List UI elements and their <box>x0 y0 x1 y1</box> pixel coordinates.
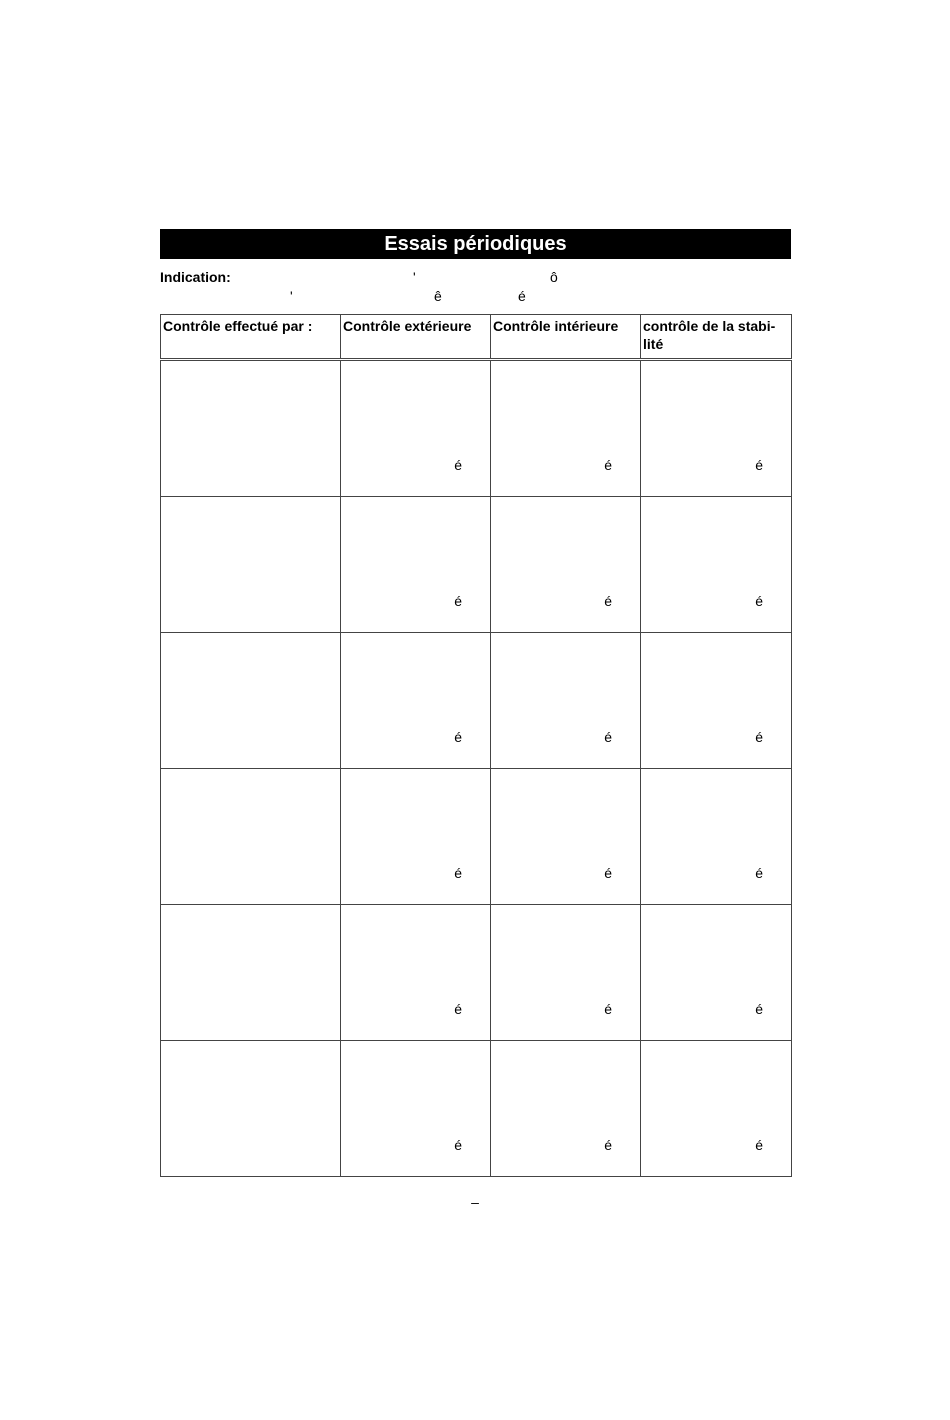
header-controlled-by: Contrôle effectué par : <box>161 315 341 359</box>
table-row <box>161 905 792 1041</box>
table-row <box>161 769 792 905</box>
cell-mark: é <box>755 593 763 609</box>
stability-cell[interactable] <box>641 1041 792 1177</box>
cell-mark: é <box>454 1001 462 1017</box>
control-table-header <box>160 314 792 359</box>
interior-cell[interactable] <box>491 905 641 1041</box>
stability-cell[interactable] <box>641 769 792 905</box>
header-exterior-check: Contrôle extérieure <box>341 315 491 359</box>
stability-cell[interactable] <box>641 361 792 497</box>
cell-mark: é <box>755 457 763 473</box>
header-row <box>161 315 792 359</box>
cell-mark: é <box>755 1137 763 1153</box>
page-number: – <box>471 1194 479 1210</box>
indication-fragment: ô <box>550 269 558 285</box>
interior-cell[interactable] <box>491 633 641 769</box>
indication-label: Indication: <box>160 269 231 285</box>
controller-cell[interactable] <box>161 633 341 769</box>
table-row <box>161 497 792 633</box>
table-row <box>161 633 792 769</box>
exterior-cell[interactable] <box>341 1041 491 1177</box>
cell-mark: é <box>755 865 763 881</box>
interior-cell[interactable] <box>491 361 641 497</box>
stability-cell[interactable] <box>641 497 792 633</box>
controller-cell[interactable] <box>161 1041 341 1177</box>
interior-cell[interactable] <box>491 769 641 905</box>
interior-cell[interactable] <box>491 1041 641 1177</box>
cell-mark: é <box>604 729 612 745</box>
cell-mark: é <box>454 457 462 473</box>
cell-mark: é <box>454 729 462 745</box>
exterior-cell[interactable] <box>341 633 491 769</box>
indication-fragment: é <box>518 288 526 304</box>
header-interior-check: Contrôle intérieure <box>491 315 641 359</box>
control-table-body <box>160 360 792 1177</box>
cell-mark: é <box>755 1001 763 1017</box>
table-row <box>161 361 792 497</box>
page-title: Essais périodiques <box>160 229 791 259</box>
indication-fragment: ' <box>290 288 293 304</box>
exterior-cell[interactable] <box>341 497 491 633</box>
cell-mark: é <box>604 457 612 473</box>
stability-cell[interactable] <box>641 633 792 769</box>
cell-mark: é <box>454 865 462 881</box>
cell-mark: é <box>755 729 763 745</box>
exterior-cell[interactable] <box>341 361 491 497</box>
cell-mark: é <box>604 1001 612 1017</box>
indication-fragment: ê <box>434 288 442 304</box>
table-row <box>161 1041 792 1177</box>
cell-mark: é <box>454 1137 462 1153</box>
exterior-cell[interactable] <box>341 769 491 905</box>
controller-cell[interactable] <box>161 905 341 1041</box>
stability-cell[interactable] <box>641 905 792 1041</box>
exterior-cell[interactable] <box>341 905 491 1041</box>
interior-cell[interactable] <box>491 497 641 633</box>
header-stability-check: contrôle de la stabi-lité <box>641 315 792 359</box>
indication-fragment: ' <box>413 269 416 285</box>
cell-mark: é <box>604 865 612 881</box>
cell-mark: é <box>604 1137 612 1153</box>
controller-cell[interactable] <box>161 361 341 497</box>
cell-mark: é <box>604 593 612 609</box>
controller-cell[interactable] <box>161 769 341 905</box>
controller-cell[interactable] <box>161 497 341 633</box>
cell-mark: é <box>454 593 462 609</box>
